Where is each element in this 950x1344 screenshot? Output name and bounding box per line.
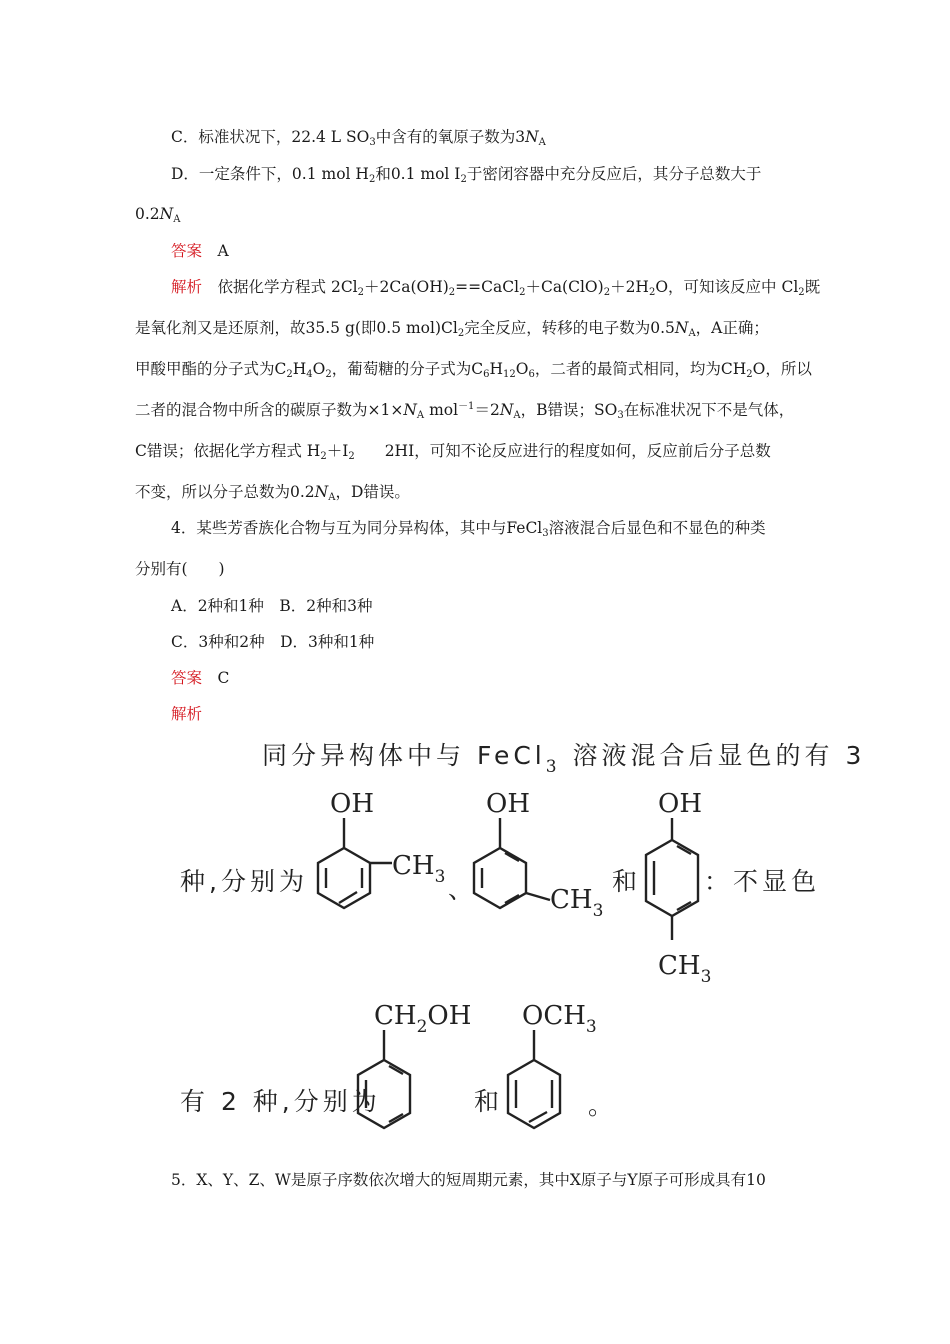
m-cresol-structure	[474, 789, 603, 921]
svg-text:OH: OH	[486, 789, 530, 819]
svg-text:CH3: $CH_3$	[392, 851, 446, 887]
figure-line-2-prefix: 种,分别为	[180, 867, 308, 896]
figure-and-1: 和	[612, 867, 642, 896]
q4-stem-line-2: 分别有( )	[135, 560, 225, 578]
q3-option-d-cont: $0.2N_A$	[135, 205, 181, 225]
svg-text:CH3: $CH_3$	[550, 885, 604, 921]
anisole-structure	[508, 1001, 597, 1128]
q3-analysis-line-1: 解析 依据化学方程式 $2Cl_2+2Ca(OH)_2==CaCl_2+Ca(ClO)_2+2H_2O$，可知该反应中 $Cl_2$既	[171, 278, 821, 298]
figure-period: 。	[588, 1091, 618, 1120]
q4-stem-line-1: 4．某些芳香族化合物与互为同分异构体，其中与FeCl$_3$溶液混合后显色和不显色的种类	[171, 519, 766, 539]
figure-line-2-suffix: ：不显色	[704, 867, 821, 896]
svg-text:CH2OH: $CH_2OH$	[374, 1001, 472, 1037]
q4-answer: 答案 C	[171, 669, 230, 687]
q3-analysis-line-4: 二者的混合物中所含的碳原子数为$\times 1\times N_A$ $mol^{-1}=2N_A$，B错误；$SO_3$在标准状况下不是气体，	[135, 401, 795, 421]
isomer-structures-figure	[170, 728, 866, 1148]
p-cresol-structure	[646, 789, 711, 987]
q4-options-ab: A．2种和1种 B．2种和3种	[171, 597, 373, 615]
q3-analysis-line-6: 不变，所以分子总数为$0.2N_A$，D错误。	[135, 483, 410, 503]
q4-options-cd: C．3种和2种 D．3种和1种	[171, 633, 375, 651]
q3-analysis-line-3: 甲酸甲酯的分子式为$C_2H_4O_2$，葡萄糖的分子式为$C_6H_{12}O_6$，二者的最简式相同，均为$CH_2O$，所以	[135, 360, 812, 380]
svg-text:OH: OH	[658, 789, 702, 819]
q3-option-c: C．标准状况下，22.4 L $SO_3$中含有的氧原子数为$3N_A$	[171, 128, 546, 148]
figure-and-2: 和	[474, 1087, 504, 1116]
svg-text:CH3: $CH_3$	[658, 951, 712, 987]
q3-analysis-line-5: C错误；依据化学方程式 $H_2+I_2$ 2HI，可知不论反应进行的程度如何，反应前后分子总数	[135, 442, 771, 462]
o-cresol-structure	[318, 789, 445, 908]
figure-separator: 、	[448, 875, 478, 904]
q4-analysis-label: 解析	[171, 705, 203, 723]
svg-text:OCH3: $OCH_3$	[522, 1001, 597, 1037]
analysis-label: 解析	[171, 278, 203, 296]
svg-text:OH: OH	[330, 789, 374, 819]
q3-option-d: D．一定条件下，0.1 mol $H_2$和0.1 mol $I_2$于密闭容器中充分反应后，其分子总数大于	[171, 165, 762, 185]
answer-label: 答案	[171, 669, 203, 687]
q3-answer: 答案 A	[171, 242, 229, 260]
figure-line-3-prefix: 有 2 种,分别为	[180, 1087, 381, 1116]
q5-stem-line-1: 5．X、Y、Z、W是原子序数依次增大的短周期元素，其中X原子与Y原子可形成具有10	[171, 1171, 766, 1189]
answer-label: 答案	[171, 242, 203, 260]
q3-analysis-line-2: 是氧化剂又是还原剂，故35.5 g(即0.5 $mol)Cl_2$完全反应，转移的电子数为$0.5N_A$，A正确；	[135, 319, 769, 339]
figure-line-1: 同分异构体中与 FeCl$_3$ 溶液混合后显色的有 3	[262, 741, 866, 777]
